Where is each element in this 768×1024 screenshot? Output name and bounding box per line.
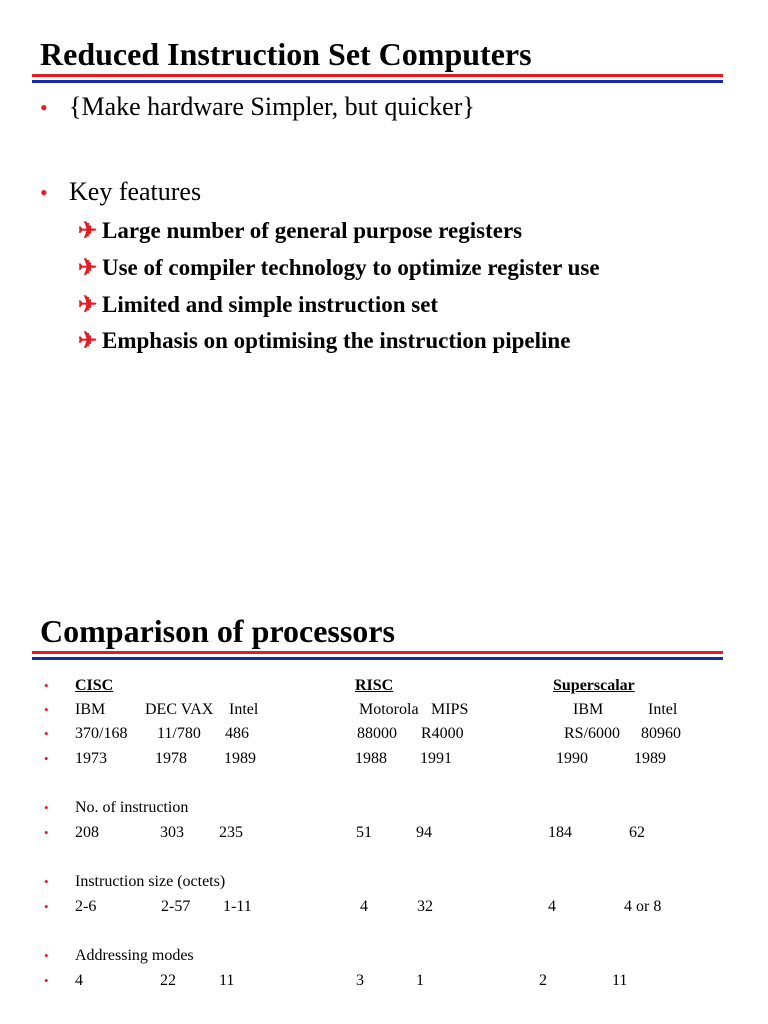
table-cell: RS/6000 (564, 725, 621, 742)
table-cell: 184 (548, 824, 572, 841)
table-cell: DEC VAX (145, 701, 214, 718)
feature-text: Use of compiler technology to optimize register use (102, 255, 600, 280)
feature-text: Limited and simple instruction set (102, 292, 439, 317)
table-cell: 1 (416, 972, 424, 989)
title-rule-red (32, 74, 723, 77)
plane-arrow-icon: ✈ (78, 218, 98, 243)
bullet-icon: • (44, 899, 49, 914)
plane-arrow-icon: ✈ (78, 328, 98, 353)
bullet-icon: • (44, 948, 49, 963)
feature-item (78, 254, 600, 282)
table-cell: 11 (612, 972, 628, 989)
header-superscalar: Superscalar (553, 677, 635, 694)
table-row (0, 675, 768, 697)
table-cell: 4 or 8 (624, 898, 662, 915)
row-label: Addressing modes (75, 947, 194, 964)
table-cell: Motorola (359, 701, 419, 718)
row-label: No. of instruction (75, 799, 189, 816)
table-row (0, 970, 768, 992)
bullet-icon: • (44, 800, 49, 815)
table-cell: 486 (225, 725, 249, 742)
table-cell: 32 (417, 898, 433, 915)
feature-item (78, 327, 570, 355)
slide-title: Reduced Instruction Set Computers (40, 36, 532, 72)
table-cell: 1991 (420, 750, 452, 767)
table-cell: 4 (548, 898, 556, 915)
table-cell: 1989 (634, 750, 666, 767)
table-row (0, 945, 768, 967)
feature-text: Emphasis on optimising the instruction pipeline (102, 328, 571, 353)
table-cell: Intel (229, 701, 259, 718)
bullet-icon: • (44, 678, 49, 693)
table-row (0, 723, 768, 745)
plane-arrow-icon: ✈ (78, 255, 98, 280)
table-cell: IBM (573, 701, 604, 718)
table-cell: 22 (160, 972, 176, 989)
table-cell: 235 (219, 824, 243, 841)
table-cell: IBM (75, 701, 106, 718)
bullet-icon: • (44, 726, 49, 741)
table-cell: 1988 (355, 750, 387, 767)
table-cell: 1989 (224, 750, 256, 767)
table-cell: 88000 (357, 725, 397, 742)
table-cell: 1978 (155, 750, 187, 767)
feature-text: Large number of general purpose registers (102, 218, 523, 243)
table-cell: 2-6 (75, 898, 97, 915)
title-rule-red (32, 651, 723, 654)
title-rule-blue (32, 657, 723, 660)
bullet-icon: • (44, 751, 49, 766)
bullet-icon: • (44, 825, 49, 840)
feature-item (78, 291, 438, 319)
table-cell: 208 (75, 824, 99, 841)
table-row (0, 871, 768, 893)
bullet-text: Key features (69, 177, 202, 206)
table-cell: 80960 (641, 725, 681, 742)
table-cell: 1-11 (223, 898, 252, 915)
header-risc: RISC (355, 677, 394, 694)
table-row (0, 797, 768, 819)
bullet-icon: • (44, 874, 49, 889)
row-label: Instruction size (octets) (75, 873, 226, 890)
bullet-icon: • (40, 95, 48, 120)
table-cell: 3 (356, 972, 364, 989)
bullet-icon: • (44, 702, 49, 717)
table-cell: 94 (416, 824, 432, 841)
plane-arrow-icon: ✈ (78, 292, 98, 317)
table-cell: 11 (219, 972, 235, 989)
table-cell: 4 (360, 898, 368, 915)
feature-item (78, 217, 522, 245)
bullet-item (40, 177, 201, 208)
table-cell: 303 (160, 824, 184, 841)
table-row (0, 748, 768, 770)
table-cell: 2 (539, 972, 547, 989)
table-row (0, 699, 768, 721)
table-cell: 62 (629, 824, 645, 841)
table-cell: R4000 (421, 725, 464, 742)
table-row (0, 896, 768, 918)
table-cell: MIPS (431, 701, 469, 718)
bullet-icon: • (44, 973, 49, 988)
slide-title: Comparison of processors (40, 613, 395, 649)
title-rule-blue (32, 80, 723, 83)
header-cisc: CISC (75, 677, 114, 694)
table-cell: 1973 (75, 750, 107, 767)
table-cell: 2-57 (161, 898, 191, 915)
table-cell: 51 (356, 824, 372, 841)
table-row (0, 822, 768, 844)
bullet-item (40, 92, 475, 123)
table-cell: 11/780 (157, 725, 201, 742)
bullet-icon: • (40, 180, 48, 205)
slide-comparison (0, 575, 768, 1024)
bullet-text: {Make hardware Simpler, but quicker} (69, 92, 475, 121)
table-cell: 1990 (556, 750, 588, 767)
table-cell: Intel (648, 701, 678, 718)
table-cell: 4 (75, 972, 83, 989)
table-cell: 370/168 (75, 725, 128, 742)
